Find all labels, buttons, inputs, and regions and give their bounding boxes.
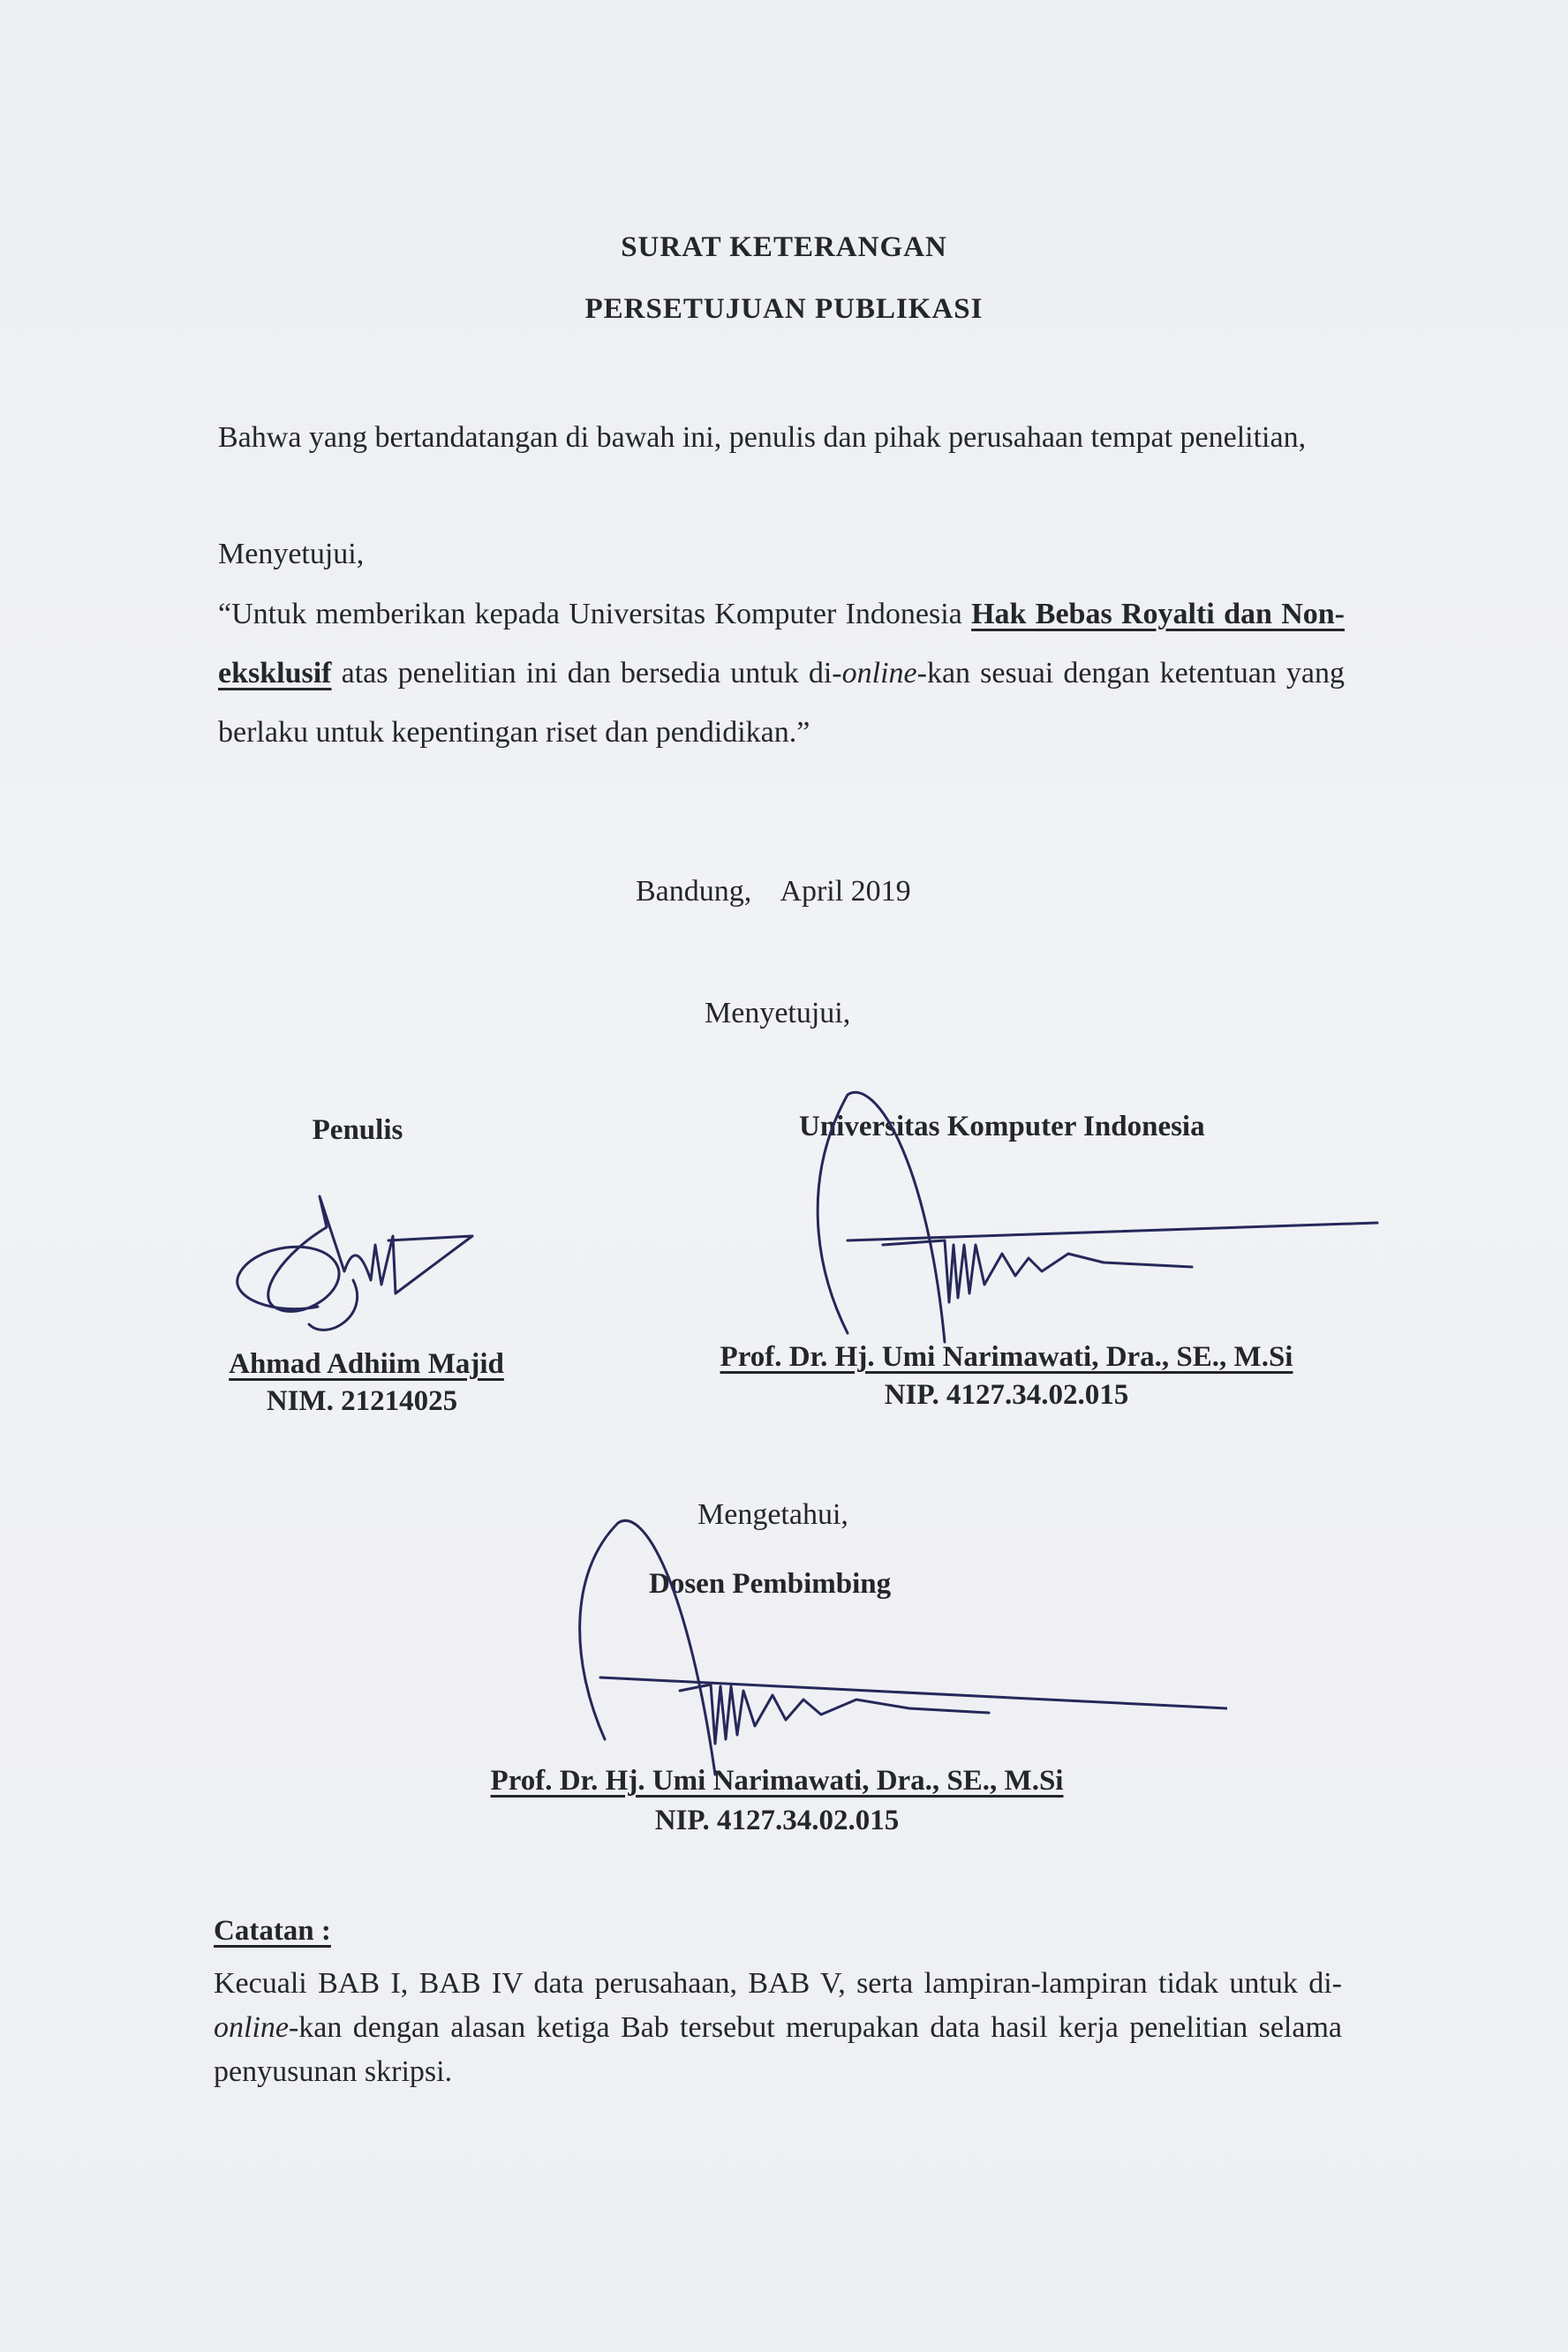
statement-open: “Untuk memberikan kepada Universitas Komputer Indonesia: [218, 598, 972, 630]
university-role: Universitas Komputer Indonesia: [799, 1111, 1205, 1142]
place-date: Bandung, April 2019: [636, 875, 911, 908]
note-text-before: Kecuali BAB I, BAB IV data perusahaan, BAB V, serta lampiran-lampiran tidak untuk di-: [214, 1967, 1342, 2000]
author-role: Penulis: [312, 1114, 403, 1146]
supervisor-signature: [556, 1510, 1227, 1783]
university-signatory-id: NIP. 4127.34.02.015: [884, 1379, 1129, 1411]
intro-paragraph: Bahwa yang bertandatangan di bawah ini, penulis dan pihak perusahaan tempat penelitian,: [218, 421, 1307, 454]
document-subtitle: PERSETUJUAN PUBLIKASI: [584, 293, 984, 325]
statement-paragraph: [218, 584, 1345, 762]
document-title: SURAT KETERANGAN: [621, 231, 947, 263]
note-label: Catatan :: [214, 1915, 331, 1947]
statement-emphasis: Hak Bebas Royalti dan Non-eksklusif: [218, 598, 1345, 690]
author-name: Ahmad Adhiim Majid: [229, 1348, 504, 1380]
statement-rest: -kan sesuai dengan ketentuan yang berlaku untuk kepentingan riset dan pendidikan.”: [218, 657, 1345, 749]
note-text: [214, 1962, 1342, 2094]
supervisor-name: Prof. Dr. Hj. Umi Narimawati, Dra., SE., M.Si: [490, 1765, 1064, 1797]
note-italic: online: [214, 2011, 289, 2044]
approval-intro: Menyetujui,: [218, 538, 365, 570]
university-signatory-name: Prof. Dr. Hj. Umi Narimawati, Dra., SE., M.Si: [720, 1341, 1293, 1373]
known-label: Mengetahui,: [697, 1498, 848, 1531]
statement-italic: online: [841, 657, 917, 690]
author-signature: [221, 1192, 486, 1351]
supervisor-id: NIP. 4127.34.02.015: [654, 1805, 900, 1836]
approval-label: Menyetujui,: [705, 997, 851, 1029]
author-id: NIM. 21214025: [266, 1385, 458, 1417]
supervisor-role: Dosen Pembimbing: [649, 1568, 892, 1600]
note-text-after: -kan dengan alasan ketiga Bab tersebut merupakan data hasil kerja penelitian selama penyusunan skripsi.: [214, 2011, 1342, 2088]
statement-mid: atas penelitian ini dan bersedia untuk di-: [331, 657, 842, 690]
university-signature: [795, 1086, 1395, 1351]
